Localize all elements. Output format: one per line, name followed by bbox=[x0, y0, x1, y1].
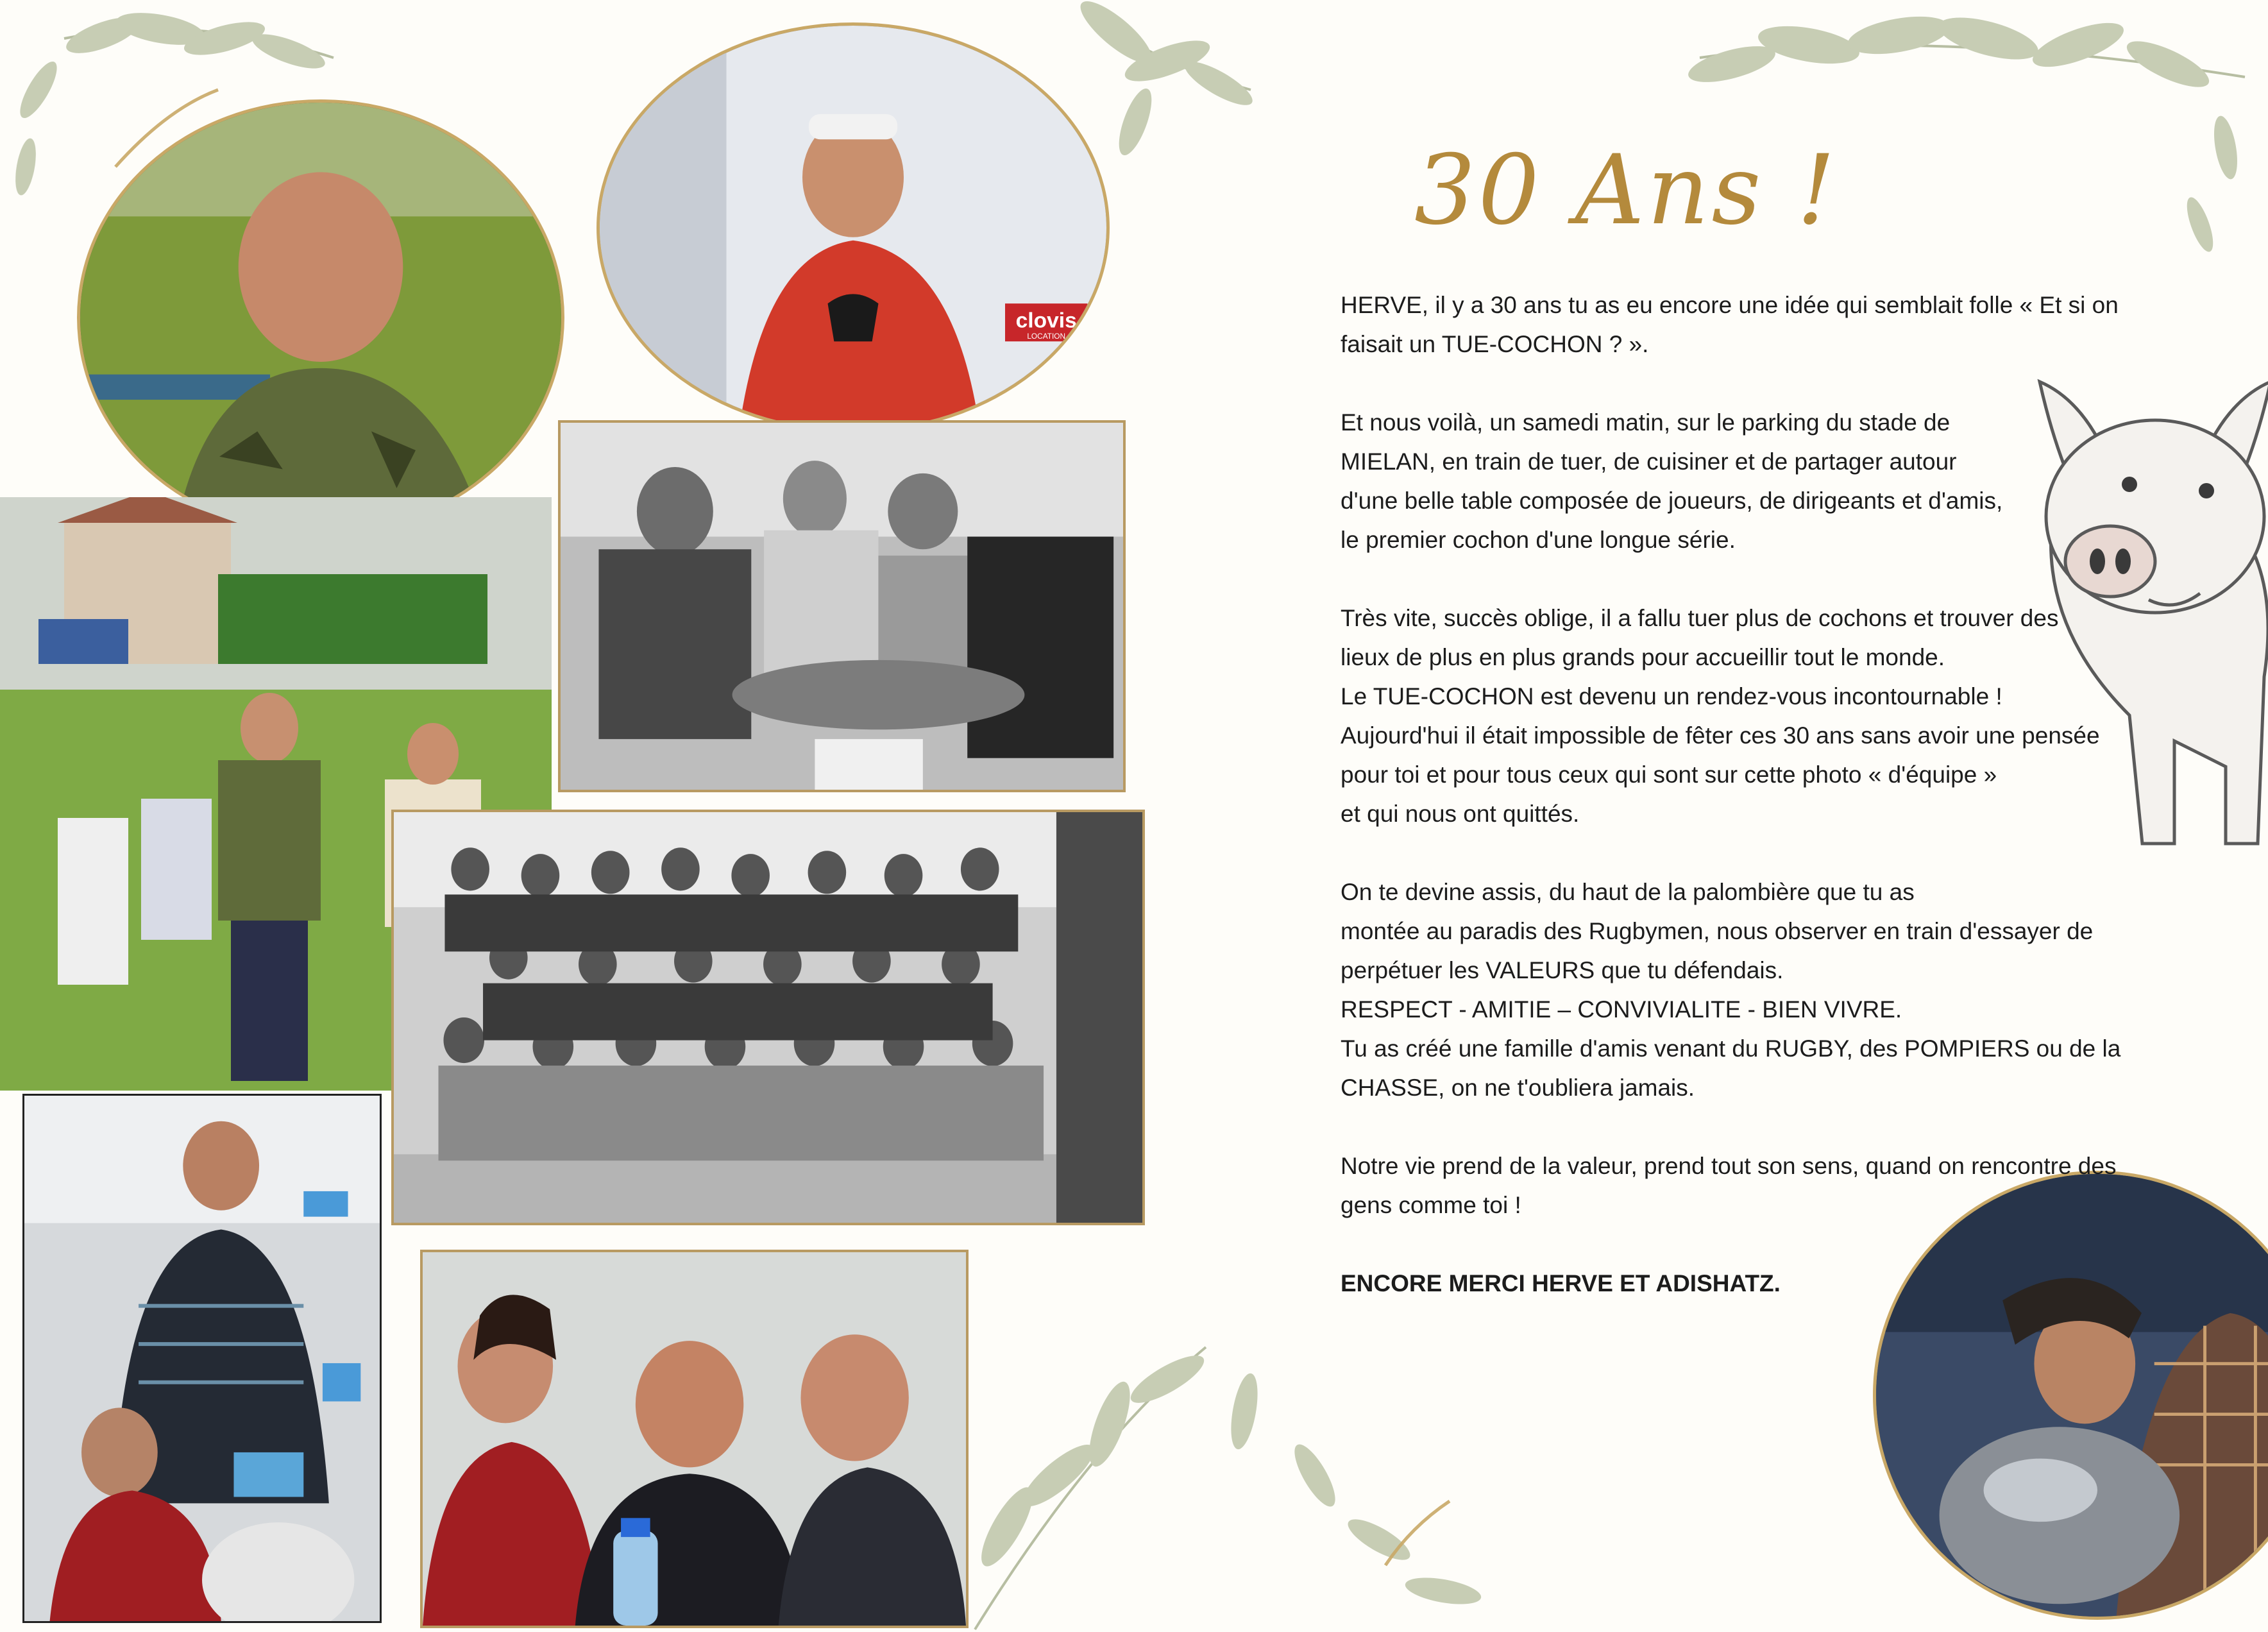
paragraph-3-line: lieux de plus en plus grands pour accueillir tout le monde. bbox=[1341, 644, 1945, 670]
closing-line: ENCORE MERCI HERVE ET ADISHATZ. bbox=[1341, 1270, 1781, 1296]
paragraph-3-line: Le TUE-COCHON est devenu un rendez-vous incontournable ! bbox=[1341, 683, 2002, 710]
photo-team-group bbox=[391, 810, 1145, 1225]
photo-bw-cooking bbox=[558, 420, 1126, 792]
paragraph-5-line: Notre vie prend de la valeur, prend tout son sens, quand on rencontre des bbox=[1341, 1153, 2117, 1179]
paragraph-2-line: le premier cochon d'une longue série. bbox=[1341, 527, 1736, 553]
photo-man-rugby-field bbox=[77, 99, 564, 536]
paragraph-1-line: faisait un TUE-COCHON ? ». bbox=[1341, 331, 1649, 357]
photo-man-red-shirt-truck bbox=[597, 22, 1110, 433]
photo-people-at-table bbox=[420, 1250, 969, 1628]
paragraph-4-line: RESPECT - AMITIE – CONVIVIALITE - BIEN VIVRE. bbox=[1341, 996, 1902, 1023]
truck-logo-subtext: LOCATION bbox=[1027, 332, 1066, 341]
paragraph-3-line: Aujourd'hui il était impossible de fêter ces 30 ans sans avoir une pensée bbox=[1341, 722, 2100, 749]
paragraph-4-line: Tu as créé une famille d'amis venant du RUGBY, des POMPIERS ou de la bbox=[1341, 1035, 2121, 1062]
paragraph-3-line: Très vite, succès oblige, il a fallu tuer plus de cochons et trouver des bbox=[1341, 605, 2059, 631]
paragraph-4-line: perpétuer les VALEURS que tu défendais. bbox=[1341, 957, 1784, 983]
paragraph-2-line: Et nous voilà, un samedi matin, sur le parking du stade de bbox=[1341, 409, 1951, 436]
paragraph-3-line: et qui nous ont quittés. bbox=[1341, 801, 1580, 827]
photo-party-dancing bbox=[22, 1094, 382, 1623]
paragraph-2-line: MIELAN, en train de tuer, de cuisiner et de partager autour bbox=[1341, 448, 1957, 475]
paragraph-4-line: montée au paradis des Rugbymen, nous observer en train d'essayer de bbox=[1341, 918, 2094, 944]
paragraph-4-line: CHASSE, on ne t'oubliera jamais. bbox=[1341, 1075, 1695, 1101]
paragraph-2-line: d'une belle table composée de joueurs, de dirigeants et d'amis, bbox=[1341, 488, 2003, 514]
truck-logo-text: clovis bbox=[1015, 309, 1077, 333]
paragraph-5-line: gens comme toi ! bbox=[1341, 1192, 1521, 1218]
paragraph-3-line: pour toi et pour tous ceux qui sont sur cette photo « d'équipe » bbox=[1341, 761, 1997, 788]
paragraph-4-line: On te devine assis, du haut de la palombière que tu as bbox=[1341, 879, 1915, 905]
page-title: 30 Ans ! bbox=[1414, 135, 1838, 246]
paragraph-1-line: HERVE, il y a 30 ans tu as eu encore une idée qui semblait folle « Et si on bbox=[1341, 292, 2119, 318]
tribute-text bbox=[1341, 285, 2149, 1303]
